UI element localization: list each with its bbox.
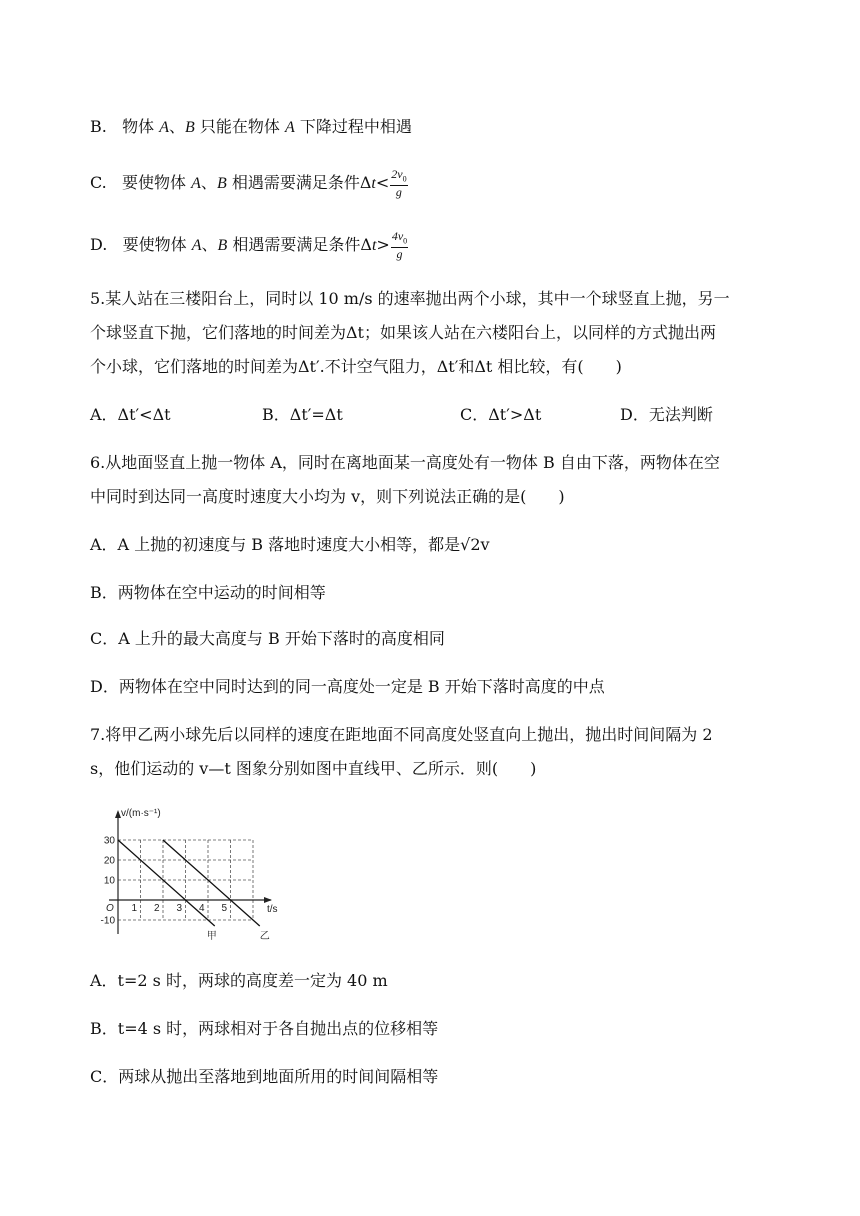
x-axis-label: t/s <box>267 904 278 915</box>
chart-labels <box>101 808 278 942</box>
q5-line-2: 个球竖直下抛，它们落地的时间差为Δt；如果该人站在六楼阳台上，以同样的方式抛出两 <box>90 323 716 342</box>
fraction-2v0-over-g: $\frac{2v_0}{g}$ <box>391 167 407 200</box>
series-label-2: 乙 <box>259 931 270 942</box>
q6-option-b: B．两物体在空中运动的时间相等 <box>90 583 326 602</box>
series-label-1: 甲 <box>206 931 217 942</box>
chart-series <box>118 840 260 926</box>
q7-option-a: A．t=2 s 时，两球的高度差一定为 40 m <box>90 971 388 990</box>
q6-option-a: A．A 上抛的初速度与 B 落地时速度大小相等，都是√2v <box>90 535 490 554</box>
q7-line-1: 7.将甲乙两小球先后以同样的速度在距地面不同高度处竖直向上抛出，抛出时间间隔为 2 <box>90 725 713 744</box>
y-tick-label: 20 <box>103 855 115 867</box>
origin-label: O <box>106 903 114 914</box>
q7-option-c: C．两球从抛出至落地到地面所用的时间间隔相等 <box>90 1067 439 1086</box>
q6-line-2: 中同时到达同一高度时速度大小均为 v，则下列说法正确的是( ) <box>90 487 565 506</box>
q6-line-1: 6.从地面竖直上抛一物体 A，同时在离地面某一高度处有一物体 B 自由下落，两物体在空 <box>90 453 720 472</box>
q7-option-b: B．t=4 s 时，两球相对于各自抛出点的位移相等 <box>90 1019 439 1038</box>
q5-options <box>90 404 770 426</box>
q7-line-2: s，他们运动的 v—t 图象分别如图中直线甲、乙所示．则( ) <box>90 759 537 778</box>
q5-option-c: C．Δt′>Δt <box>460 405 542 424</box>
q6-option-c: C．A 上升的最大高度与 B 开始下落时的高度相同 <box>90 629 445 648</box>
q5-option-d: D．无法判断 <box>620 405 713 424</box>
q6-option-d: D．两物体在空中同时达到的同一高度处一定是 B 开始下落时高度的中点 <box>90 677 605 696</box>
y-axis-label: v/(m·s⁻¹) <box>121 808 161 819</box>
y-tick-label: 10 <box>103 875 115 887</box>
q5-line-1: 5.某人站在三楼阳台上，同时以 10 m/s 的速率抛出两个小球，其中一个球竖直上抛，另一 <box>90 289 730 308</box>
x-tick-label: 4 <box>199 903 205 914</box>
fraction-4v0-over-g: $\frac{4v_0}{g}$ <box>391 229 408 262</box>
y-tick-label: -10 <box>100 915 115 927</box>
x-tick-label: 3 <box>176 903 183 914</box>
q4-option-b: B. 物体 A、B 只能在物体 A 下降过程中相遇 <box>90 117 412 136</box>
y-tick-label: 30 <box>103 835 115 847</box>
chart-grid <box>118 840 253 920</box>
q5-line-3: 个小球，它们落地的时间差为Δt′.不计空气阻力，Δt′和Δt 相比较，有( ) <box>90 357 622 376</box>
x-tick-label: 5 <box>221 903 228 914</box>
vt-graph <box>92 800 292 948</box>
x-tick-label: 1 <box>131 903 138 914</box>
q5-option-b: B．Δt′=Δt <box>262 405 343 424</box>
q5-option-a: A．Δt′<Δt <box>90 405 171 424</box>
x-axis-arrow <box>264 897 272 903</box>
q4-option-d: D. 要使物体 A、B 相遇需要满足条件Δt> $\frac{4v_0}{g}$ <box>90 229 408 262</box>
x-tick-label: 2 <box>154 903 160 914</box>
q4-option-c: C. 要使物体 A、B 相遇需要满足条件Δt< $\frac{2v_0}{g}$ <box>90 167 407 200</box>
